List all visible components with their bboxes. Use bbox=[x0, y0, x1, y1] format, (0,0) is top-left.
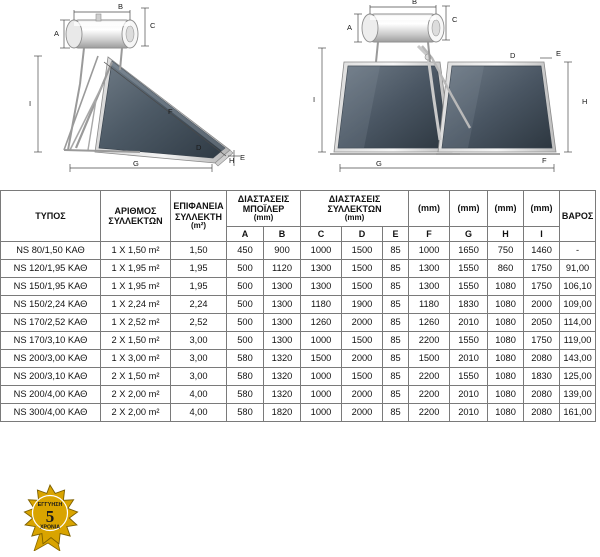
cell-A: 500 bbox=[227, 332, 264, 350]
header-collectors bbox=[101, 191, 171, 242]
cell-surface: 2,24 bbox=[171, 296, 227, 314]
label-I: I bbox=[29, 99, 32, 108]
header-collector-dims-line1: ΔΙΑΣΤΑΣΕΙΣ bbox=[328, 193, 381, 204]
header-col-I: I bbox=[524, 227, 560, 242]
cell-I: 1750 bbox=[524, 260, 560, 278]
cell-type: NS 200/3,00 ΚΑΘ bbox=[1, 350, 101, 368]
cell-D: 1500 bbox=[342, 242, 383, 260]
cell-surface: 1,95 bbox=[171, 278, 227, 296]
cell-surface: 1,50 bbox=[171, 242, 227, 260]
label-G: G bbox=[376, 159, 382, 168]
badge-bottom-text: ΧΡΟΝΙΑ bbox=[40, 524, 60, 531]
label-B: B bbox=[412, 0, 418, 6]
cell-B: 900 bbox=[264, 242, 301, 260]
cell-surface: 3,00 bbox=[171, 332, 227, 350]
table-row bbox=[1, 386, 600, 404]
cell-E: 85 bbox=[383, 368, 409, 386]
header-boiler-unit: (mm) bbox=[253, 213, 274, 223]
cell-type: NS 120/1,95 ΚΑΘ bbox=[1, 260, 101, 278]
cell-weight: 106,10 bbox=[560, 278, 596, 296]
header-collector-dims bbox=[301, 191, 409, 227]
cell-D: 2000 bbox=[342, 314, 383, 332]
table-row bbox=[1, 368, 600, 386]
header-col-B: B bbox=[264, 227, 301, 242]
product-illustrations bbox=[0, 0, 600, 186]
table-row bbox=[1, 314, 600, 332]
cell-B: 1300 bbox=[264, 314, 301, 332]
cell-H: 1080 bbox=[488, 332, 524, 350]
cell-F: 1300 bbox=[409, 278, 450, 296]
cell-A: 580 bbox=[227, 386, 264, 404]
cell-G: 1550 bbox=[450, 260, 488, 278]
cell-surface: 4,00 bbox=[171, 404, 227, 422]
cell-G: 2010 bbox=[450, 404, 488, 422]
cell-F: 1180 bbox=[409, 296, 450, 314]
specifications-table bbox=[0, 190, 600, 422]
cell-G: 1550 bbox=[450, 278, 488, 296]
cell-B: 1820 bbox=[264, 404, 301, 422]
cell-collectors: 2 Χ 1,50 m² bbox=[101, 332, 171, 350]
cell-C: 1000 bbox=[301, 404, 342, 422]
header-collectors-line1: ΑΡΙΘΜΟΣ bbox=[114, 205, 157, 216]
cell-A: 500 bbox=[227, 260, 264, 278]
label-G: G bbox=[133, 159, 139, 168]
cell-G: 1550 bbox=[450, 368, 488, 386]
header-surface-line2: ΣΥΛΛΕΚΤΗ bbox=[174, 211, 223, 222]
table-row bbox=[1, 350, 600, 368]
badge-top-text: ΕΓΓΥΗΣΗ bbox=[37, 502, 63, 508]
cell-weight: 109,00 bbox=[560, 296, 596, 314]
cell-F: 2200 bbox=[409, 368, 450, 386]
cell-collectors: 1 Χ 1,95 m² bbox=[101, 260, 171, 278]
cell-surface: 2,52 bbox=[171, 314, 227, 332]
label-C: C bbox=[150, 21, 156, 30]
label-E: E bbox=[556, 49, 562, 58]
cell-F: 2200 bbox=[409, 386, 450, 404]
cell-collectors: 1 Χ 2,52 m² bbox=[101, 314, 171, 332]
cell-weight: 143,00 bbox=[560, 350, 596, 368]
cell-H: 1080 bbox=[488, 278, 524, 296]
header-collector-dims-line2: ΣΥΛΛΕΚΤΩΝ bbox=[327, 204, 382, 215]
cell-C: 1180 bbox=[301, 296, 342, 314]
cell-H: 1080 bbox=[488, 350, 524, 368]
cell-weight: 139,00 bbox=[560, 386, 596, 404]
cell-E: 85 bbox=[383, 332, 409, 350]
cell-A: 500 bbox=[227, 314, 264, 332]
cell-C: 1000 bbox=[301, 368, 342, 386]
header-surface bbox=[171, 191, 227, 242]
cell-I: 2080 bbox=[524, 386, 560, 404]
cell-D: 2000 bbox=[342, 404, 383, 422]
table-row bbox=[1, 278, 600, 296]
label-A: A bbox=[54, 29, 60, 38]
cell-I: 2080 bbox=[524, 404, 560, 422]
label-F: F bbox=[542, 156, 547, 165]
table-row bbox=[1, 404, 600, 422]
cell-E: 85 bbox=[383, 296, 409, 314]
cell-type: NS 150/1,95 ΚΑΘ bbox=[1, 278, 101, 296]
cell-D: 1500 bbox=[342, 278, 383, 296]
header-weight: ΒΑΡΟΣ bbox=[560, 191, 596, 242]
table-row bbox=[1, 296, 600, 314]
cell-E: 85 bbox=[383, 386, 409, 404]
label-C: C bbox=[452, 15, 458, 24]
cell-weight: 114,00 bbox=[560, 314, 596, 332]
cell-B: 1320 bbox=[264, 386, 301, 404]
header-boiler-dims bbox=[227, 191, 301, 227]
cell-G: 1550 bbox=[450, 332, 488, 350]
cell-C: 1000 bbox=[301, 386, 342, 404]
cell-surface: 3,00 bbox=[171, 368, 227, 386]
cell-F: 2200 bbox=[409, 404, 450, 422]
cell-weight: - bbox=[560, 242, 596, 260]
cell-H: 1080 bbox=[488, 296, 524, 314]
cell-surface: 4,00 bbox=[171, 386, 227, 404]
cell-type: NS 200/3,10 ΚΑΘ bbox=[1, 368, 101, 386]
cell-surface: 3,00 bbox=[171, 350, 227, 368]
cell-D: 1900 bbox=[342, 296, 383, 314]
cell-I: 2050 bbox=[524, 314, 560, 332]
table-row bbox=[1, 242, 600, 260]
cell-F: 1500 bbox=[409, 350, 450, 368]
cell-G: 2010 bbox=[450, 314, 488, 332]
cell-collectors: 1 Χ 1,95 m² bbox=[101, 278, 171, 296]
cell-H: 1080 bbox=[488, 314, 524, 332]
cell-C: 1300 bbox=[301, 260, 342, 278]
label-H: H bbox=[229, 156, 235, 165]
cell-D: 2000 bbox=[342, 350, 383, 368]
specifications-body bbox=[1, 242, 600, 422]
label-F: F bbox=[168, 107, 173, 116]
header-mm-4: (mm) bbox=[524, 191, 560, 227]
cell-F: 1000 bbox=[409, 242, 450, 260]
cell-C: 1260 bbox=[301, 314, 342, 332]
cell-I: 1750 bbox=[524, 278, 560, 296]
cell-E: 85 bbox=[383, 278, 409, 296]
cell-type: NS 170/2,52 ΚΑΘ bbox=[1, 314, 101, 332]
cell-A: 500 bbox=[227, 296, 264, 314]
header-mm-3: (mm) bbox=[488, 191, 524, 227]
cell-D: 1500 bbox=[342, 260, 383, 278]
cell-I: 1830 bbox=[524, 368, 560, 386]
cell-collectors: 1 Χ 3,00 m² bbox=[101, 350, 171, 368]
label-D: D bbox=[196, 143, 202, 152]
cell-I: 2000 bbox=[524, 296, 560, 314]
cell-H: 860 bbox=[488, 260, 524, 278]
header-surface-unit: (m²) bbox=[190, 220, 207, 230]
cell-H: 1080 bbox=[488, 386, 524, 404]
header-col-C: C bbox=[301, 227, 342, 242]
cell-B: 1300 bbox=[264, 296, 301, 314]
cell-A: 580 bbox=[227, 404, 264, 422]
label-H: H bbox=[582, 97, 588, 106]
cell-A: 500 bbox=[227, 278, 264, 296]
table-row bbox=[1, 260, 600, 278]
label-A: A bbox=[347, 23, 353, 32]
header-collector-dims-unit: (mm) bbox=[344, 213, 365, 223]
badge-number: 5 bbox=[45, 507, 55, 526]
cell-A: 580 bbox=[227, 350, 264, 368]
cell-I: 2080 bbox=[524, 350, 560, 368]
header-col-G: G bbox=[450, 227, 488, 242]
label-I: I bbox=[313, 95, 316, 104]
cell-weight: 125,00 bbox=[560, 368, 596, 386]
cell-type: NS 170/3,10 ΚΑΘ bbox=[1, 332, 101, 350]
cell-E: 85 bbox=[383, 242, 409, 260]
cell-E: 85 bbox=[383, 314, 409, 332]
header-col-D: D bbox=[342, 227, 383, 242]
header-type: ΤΥΠΟΣ bbox=[1, 191, 101, 242]
cell-weight: 119,00 bbox=[560, 332, 596, 350]
cell-D: 1500 bbox=[342, 332, 383, 350]
label-D: D bbox=[510, 51, 516, 60]
cell-H: 1080 bbox=[488, 404, 524, 422]
cell-A: 450 bbox=[227, 242, 264, 260]
cell-weight: 91,00 bbox=[560, 260, 596, 278]
cell-E: 85 bbox=[383, 350, 409, 368]
header-col-H: H bbox=[488, 227, 524, 242]
warranty-badge bbox=[8, 479, 128, 551]
header-mm-2: (mm) bbox=[450, 191, 488, 227]
header-collectors-line2: ΣΥΛΛΕΚΤΩΝ bbox=[108, 216, 163, 227]
header-boiler-line1: ΔΙΑΣΤΑΣΕΙΣ bbox=[237, 193, 290, 204]
cell-C: 1000 bbox=[301, 332, 342, 350]
cell-weight: 161,00 bbox=[560, 404, 596, 422]
cell-H: 750 bbox=[488, 242, 524, 260]
cell-A: 580 bbox=[227, 368, 264, 386]
cell-B: 1320 bbox=[264, 350, 301, 368]
cell-collectors: 2 Χ 1,50 m² bbox=[101, 368, 171, 386]
cell-C: 1000 bbox=[301, 242, 342, 260]
header-col-F: F bbox=[409, 227, 450, 242]
cell-G: 2010 bbox=[450, 350, 488, 368]
cell-collectors: 2 Χ 2,00 m² bbox=[101, 404, 171, 422]
cell-C: 1300 bbox=[301, 278, 342, 296]
illustration-double-collector bbox=[300, 0, 600, 186]
illustration-single-collector bbox=[0, 0, 300, 186]
cell-F: 1300 bbox=[409, 260, 450, 278]
cell-surface: 1,95 bbox=[171, 260, 227, 278]
cell-D: 1500 bbox=[342, 368, 383, 386]
cell-collectors: 2 Χ 2,00 m² bbox=[101, 386, 171, 404]
cell-F: 2200 bbox=[409, 332, 450, 350]
cell-G: 1830 bbox=[450, 296, 488, 314]
cell-B: 1300 bbox=[264, 332, 301, 350]
header-mm-1: (mm) bbox=[409, 191, 450, 227]
label-B: B bbox=[118, 2, 124, 11]
header-col-E: E bbox=[383, 227, 409, 242]
cell-I: 1460 bbox=[524, 242, 560, 260]
cell-H: 1080 bbox=[488, 368, 524, 386]
cell-type: NS 200/4,00 ΚΑΘ bbox=[1, 386, 101, 404]
cell-type: NS 300/4,00 ΚΑΘ bbox=[1, 404, 101, 422]
cell-G: 2010 bbox=[450, 386, 488, 404]
cell-E: 85 bbox=[383, 404, 409, 422]
cell-B: 1120 bbox=[264, 260, 301, 278]
cell-type: NS 80/1,50 ΚΑΘ bbox=[1, 242, 101, 260]
cell-F: 1260 bbox=[409, 314, 450, 332]
cell-G: 1650 bbox=[450, 242, 488, 260]
cell-I: 1750 bbox=[524, 332, 560, 350]
cell-D: 2000 bbox=[342, 386, 383, 404]
header-surface-line1: ΕΠΙΦΑΝΕΙΑ bbox=[173, 201, 224, 212]
cell-B: 1300 bbox=[264, 278, 301, 296]
header-col-A: A bbox=[227, 227, 264, 242]
cell-B: 1320 bbox=[264, 368, 301, 386]
cell-E: 85 bbox=[383, 260, 409, 278]
table-row bbox=[1, 332, 600, 350]
label-E: E bbox=[240, 153, 246, 162]
cell-collectors: 1 Χ 2,24 m² bbox=[101, 296, 171, 314]
cell-C: 1500 bbox=[301, 350, 342, 368]
cell-type: NS 150/2,24 ΚΑΘ bbox=[1, 296, 101, 314]
cell-collectors: 1 Χ 1,50 m² bbox=[101, 242, 171, 260]
header-boiler-line2: ΜΠΟΪΛΕΡ bbox=[242, 204, 285, 215]
